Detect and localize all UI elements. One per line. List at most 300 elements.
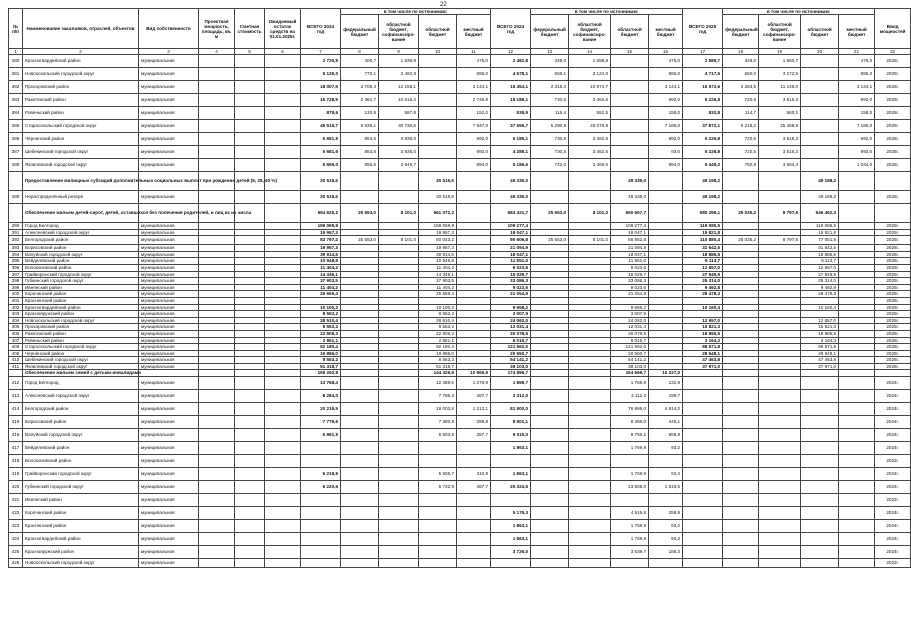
table-cell [531, 344, 569, 351]
table-row [9, 520, 911, 533]
table-cell: 9 492,8 [801, 284, 839, 291]
object-name: Вейделевский район [23, 442, 139, 455]
table-row [9, 330, 911, 337]
table-cell [199, 481, 235, 494]
table-cell: 12 657,0 [801, 264, 839, 271]
table-cell [649, 291, 683, 298]
table-cell [199, 390, 235, 403]
table-cell: 25 314,0 [801, 278, 839, 285]
table-cell: 398,8 [457, 416, 491, 429]
table-cell [379, 297, 419, 304]
table-cell: 5 961,5 [301, 429, 341, 442]
table-cell: 853,6 [341, 133, 379, 146]
table-cell [723, 390, 759, 403]
table-cell [341, 370, 379, 377]
col-year-header: Ввод мощностей [875, 9, 911, 49]
table-cell: 3 144,1 [839, 81, 875, 94]
object-name: Обеспечение жильем детей-сирот, детей, оставшихся без попечения родителей, и лиц из их числа [23, 204, 139, 223]
table-cell [199, 416, 235, 429]
ownership-type: муниципальная [139, 191, 199, 204]
table-cell: 835,9 [491, 107, 531, 120]
table-cell: 92,0 [649, 146, 683, 159]
table-cell [759, 442, 801, 455]
table-cell [801, 120, 839, 133]
table-cell [457, 297, 491, 304]
table-cell: 9 023,6 [611, 284, 649, 291]
column-number: 17 [683, 49, 723, 55]
row-number: 398 [9, 278, 23, 285]
table-cell [569, 390, 611, 403]
commission-year: 2025г. [875, 133, 911, 146]
row-number: 406 [9, 330, 23, 337]
object-name: Алексеевский городской округ [23, 390, 139, 403]
table-cell: 186,3 [649, 546, 683, 559]
table-cell [839, 429, 875, 442]
table-cell: 895,0 [457, 68, 491, 81]
commission-year: 2025г. [875, 191, 911, 204]
row-number: 413 [9, 390, 23, 403]
table-cell [341, 291, 379, 298]
table-cell: 15 029,7 [491, 271, 531, 278]
table-cell [839, 324, 875, 331]
object-name: Губкинский городской округ [23, 481, 139, 494]
table-cell: 8 553,2 [419, 324, 457, 331]
table-cell [531, 258, 569, 265]
table-cell [199, 146, 235, 159]
table-cell: 9 492,8 [683, 284, 723, 291]
table-cell [265, 416, 301, 429]
table-cell: 16 454,1 [491, 81, 531, 94]
table-cell: 2 283,5 [723, 81, 759, 94]
commission-year: 2025г. [875, 324, 911, 331]
object-name: Нераспределённый резерв [23, 191, 139, 204]
column-number: 2 [23, 49, 139, 55]
table-cell: 3 124,0 [569, 68, 611, 81]
table-cell: 3 462,6 [569, 94, 611, 107]
table-cell: 9 023,6 [611, 264, 649, 271]
table-cell: 7 779,6 [301, 416, 341, 429]
ownership-type: муниципальная [139, 455, 199, 468]
table-cell: 310,9 [457, 468, 491, 481]
table-cell [265, 390, 301, 403]
table-cell [531, 442, 569, 455]
table-cell [723, 494, 759, 507]
table-cell [491, 455, 531, 468]
table-cell: 1 769,9 [611, 533, 649, 546]
table-cell: 18 985,5 [801, 330, 839, 337]
table-row [9, 236, 911, 245]
table-cell: 28 478,3 [683, 291, 723, 298]
table-cell [649, 223, 683, 230]
table-cell [235, 223, 265, 230]
row-number: 393 [9, 245, 23, 252]
table-cell [649, 251, 683, 258]
ownership-type: муниципальная [139, 229, 199, 236]
table-row [9, 324, 911, 331]
commission-year: 2024г. [875, 546, 911, 559]
table-cell [839, 357, 875, 364]
col-regional-co-header: областной бюджет, софинансиро-вание [759, 15, 801, 49]
table-cell: 10 948,8 [301, 258, 341, 265]
table-cell [531, 468, 569, 481]
object-name: Вейделевский район [23, 258, 139, 265]
table-cell [723, 278, 759, 285]
table-cell: 88 571,8 [683, 344, 723, 351]
table-cell [723, 350, 759, 357]
table-cell [569, 258, 611, 265]
ownership-type: муниципальная [139, 120, 199, 133]
table-cell: 6 220,6 [301, 481, 341, 494]
table-cell: 31 642,5 [683, 245, 723, 252]
table-cell [531, 172, 569, 191]
table-cell: 24 062,0 [491, 317, 531, 324]
table-cell: 8 101,0 [569, 204, 611, 223]
table-cell [199, 370, 235, 377]
table-cell [199, 344, 235, 351]
ownership-type: муниципальная [139, 442, 199, 455]
table-cell: 3 172,5 [759, 68, 801, 81]
table-cell [801, 297, 839, 304]
object-name: Борисовский район [23, 245, 139, 252]
object-name: Корочанский район [23, 291, 139, 298]
table-row [9, 251, 911, 258]
table-cell [235, 81, 265, 94]
table-cell [457, 229, 491, 236]
col-ownership-header: Вид собственности [139, 9, 199, 49]
table-row [9, 304, 911, 311]
table-cell [379, 278, 419, 285]
table-cell [491, 559, 531, 568]
table-cell [839, 546, 875, 559]
table-cell [341, 507, 379, 520]
table-cell: 8 553,2 [301, 357, 341, 364]
table-row [9, 377, 911, 390]
ownership-type: муниципальная [139, 468, 199, 481]
table-cell [235, 344, 265, 351]
table-cell [723, 245, 759, 252]
table-cell [839, 284, 875, 291]
table-cell: 3 664,4 [759, 159, 801, 172]
table-cell [531, 317, 569, 324]
table-cell [683, 494, 723, 507]
table-row [9, 494, 911, 507]
table-cell [419, 494, 457, 507]
table-cell: 110 880,4 [683, 236, 723, 245]
row-number: 409 [9, 350, 23, 357]
table-cell [379, 251, 419, 258]
table-cell [265, 370, 301, 377]
table-cell: 21 054,9 [491, 291, 531, 298]
table-cell: 878,6 [301, 107, 341, 120]
table-cell [801, 377, 839, 390]
table-cell [199, 533, 235, 546]
table-cell [235, 377, 265, 390]
table-cell: 3 144,1 [457, 81, 491, 94]
table-cell: 720,5 [723, 146, 759, 159]
table-cell [839, 297, 875, 304]
ownership-type: муниципальная [139, 251, 199, 258]
table-cell [235, 494, 265, 507]
row-number: 397 [9, 271, 23, 278]
table-cell: 18 007,6 [301, 81, 341, 94]
table-cell [301, 455, 341, 468]
commission-year: 2025г. [875, 236, 911, 245]
table-cell: 83 797,2 [301, 236, 341, 245]
ownership-type: муниципальная [139, 429, 199, 442]
table-cell: 2 315,3 [531, 81, 569, 94]
table-cell: 3 469,6 [569, 159, 611, 172]
table-cell: 18 047,1 [611, 251, 649, 258]
table-cell [379, 468, 419, 481]
table-cell: 587,8 [379, 107, 419, 120]
object-name: Алексеевский городской округ [23, 229, 139, 236]
commission-year: 2025г. [875, 146, 911, 159]
table-cell: 174 896,7 [491, 370, 531, 377]
table-cell [379, 344, 419, 351]
table-cell [759, 546, 801, 559]
table-cell: 2 482,8 [491, 55, 531, 68]
table-cell: 20 550,7 [611, 350, 649, 357]
table-cell [199, 94, 235, 107]
table-cell [801, 507, 839, 520]
table-cell: 93,2 [649, 520, 683, 533]
table-cell [839, 344, 875, 351]
table-row [9, 94, 911, 107]
ownership-type: муниципальная [139, 377, 199, 390]
table-cell: 3 164,3 [801, 337, 839, 344]
table-cell [199, 337, 235, 344]
col-local-header: местный бюджет [649, 15, 683, 49]
table-cell [839, 223, 875, 230]
table-cell: 25 653,0 [531, 236, 569, 245]
table-cell [235, 297, 265, 304]
table-cell: 8 553,2 [301, 311, 341, 318]
table-cell [457, 264, 491, 271]
table-cell [457, 507, 491, 520]
table-cell [235, 350, 265, 357]
ownership-type: муниципальная [139, 363, 199, 370]
table-cell: 12 031,4 [491, 324, 531, 331]
commission-year: 2024г. [875, 507, 911, 520]
table-cell: 487,7 [457, 390, 491, 403]
table-cell [235, 278, 265, 285]
table-cell [341, 311, 379, 318]
table-cell [759, 559, 801, 568]
table-row [9, 223, 911, 230]
table-cell [379, 546, 419, 559]
table-cell: 15 821,3 [801, 324, 839, 331]
table-cell: 3 144,1 [649, 81, 683, 94]
table-cell [419, 68, 457, 81]
table-cell [801, 455, 839, 468]
table-row [9, 264, 911, 271]
commission-year: 2024г. [875, 533, 911, 546]
table-cell: 7 185,0 [649, 120, 683, 133]
table-cell: 15 821,3 [683, 324, 723, 331]
object-name: Яковлевский городской округ [23, 159, 139, 172]
table-row [9, 429, 911, 442]
table-cell: 2 851,1 [419, 337, 457, 344]
column-number: 20 [801, 49, 839, 55]
table-cell [235, 133, 265, 146]
col-capacity-header: Проектная мощность, площадь, кв. м [199, 9, 235, 49]
object-name: Белгородский район [23, 403, 139, 416]
ownership-type: муниципальная [139, 258, 199, 265]
table-cell [531, 223, 569, 230]
table-cell [683, 520, 723, 533]
table-cell: 158,0 [649, 107, 683, 120]
table-cell [723, 442, 759, 455]
row-number: 396 [9, 264, 23, 271]
table-cell [649, 350, 683, 357]
table-cell: 1 769,9 [611, 468, 649, 481]
table-cell [419, 107, 457, 120]
table-cell [723, 357, 759, 364]
row-number: 408 [9, 344, 23, 351]
table-cell [759, 337, 801, 344]
table-cell [341, 416, 379, 429]
ownership-type: муниципальная [139, 520, 199, 533]
table-cell: 1 863,1 [491, 468, 531, 481]
table-cell [531, 350, 569, 357]
table-cell: 730,5 [531, 94, 569, 107]
table-cell: 895,0 [839, 68, 875, 81]
table-cell [611, 107, 649, 120]
table-cell: 1 683,7 [759, 55, 801, 68]
table-cell [301, 494, 341, 507]
table-row [9, 559, 911, 568]
row-number: 420 [9, 481, 23, 494]
table-cell [683, 429, 723, 442]
ownership-type: муниципальная [139, 68, 199, 81]
column-number: 12 [491, 49, 531, 55]
table-cell [611, 81, 649, 94]
table-row [9, 81, 911, 94]
table-cell: 19 957,3 [301, 229, 341, 236]
table-cell: 132,9 [649, 377, 683, 390]
table-cell: 49 198,2 [683, 172, 723, 191]
column-number: 8 [341, 49, 379, 55]
object-name: Губкинский городской округ [23, 278, 139, 285]
table-cell: 18 047,1 [491, 229, 531, 236]
table-row [9, 416, 911, 429]
object-name: Грайворонский городской округ [23, 468, 139, 481]
table-cell [379, 390, 419, 403]
table-cell [235, 390, 265, 403]
table-cell [801, 370, 839, 377]
table-cell: 3 007,9 [611, 311, 649, 318]
table-cell [569, 559, 611, 568]
table-cell [199, 507, 235, 520]
table-cell [265, 68, 301, 81]
table-cell: 855,6 [341, 159, 379, 172]
table-cell: 15 029,7 [611, 271, 649, 278]
table-cell [839, 317, 875, 324]
table-cell: 8 756,1 [611, 429, 649, 442]
table-cell [379, 330, 419, 337]
table-cell: 37 971,0 [683, 363, 723, 370]
table-cell [531, 271, 569, 278]
commission-year: 2022г. [875, 455, 911, 468]
table-cell [419, 546, 457, 559]
table-cell: 475,0 [839, 55, 875, 68]
table-cell: 1 658,8 [569, 55, 611, 68]
table-cell [379, 350, 419, 357]
table-cell: 5 290,9 [531, 120, 569, 133]
table-cell [759, 350, 801, 357]
table-cell [457, 236, 491, 245]
table-cell [199, 520, 235, 533]
table-cell [457, 546, 491, 559]
object-name: Ровеньский район [23, 107, 139, 120]
table-row [9, 191, 911, 204]
table-cell: 11 404,2 [301, 264, 341, 271]
table-cell [199, 297, 235, 304]
table-cell [235, 236, 265, 245]
table-row [9, 284, 911, 291]
col-remainder-header: Ожидаемый остаток средств на 01.01.2025г. [265, 9, 301, 49]
ownership-type: муниципальная [139, 55, 199, 68]
table-cell [801, 494, 839, 507]
table-cell: 25 659,4 [301, 291, 341, 298]
commission-year: 2024г. [875, 429, 911, 442]
commission-year [875, 172, 911, 191]
table-cell [649, 317, 683, 324]
table-cell: 159 069,9 [301, 223, 341, 230]
table-cell [265, 133, 301, 146]
table-cell [341, 297, 379, 304]
table-cell [649, 304, 683, 311]
table-cell [199, 317, 235, 324]
column-number: 22 [875, 49, 911, 55]
table-row [9, 357, 911, 364]
table-cell [839, 330, 875, 337]
row-number: 421 [9, 494, 23, 507]
table-cell: 25 659,4 [419, 291, 457, 298]
table-cell [569, 317, 611, 324]
table-cell [265, 223, 301, 230]
table-cell [531, 284, 569, 291]
table-cell [379, 229, 419, 236]
table-cell [649, 559, 683, 568]
table-cell: 4 914,0 [649, 403, 683, 416]
object-name: Чернянский район [23, 133, 139, 146]
table-cell: 21 054,9 [611, 291, 649, 298]
row-number: 417 [9, 442, 23, 455]
table-cell: 12 657,0 [801, 317, 839, 324]
table-cell [569, 337, 611, 344]
table-row [9, 344, 911, 351]
table-cell [759, 324, 801, 331]
table-cell [531, 546, 569, 559]
table-cell: 3 164,3 [683, 337, 723, 344]
table-cell: 37 971,0 [801, 363, 839, 370]
ownership-type: муниципальная [139, 344, 199, 351]
table-cell [759, 291, 801, 298]
table-cell: 21 094,9 [611, 245, 649, 252]
table-cell: 119 085,5 [801, 223, 839, 230]
table-cell: 28 510,4 [301, 317, 341, 324]
table-cell [301, 507, 341, 520]
table-cell [235, 468, 265, 481]
object-name: Новооскольский городской округ [23, 317, 139, 324]
table-cell [839, 559, 875, 568]
table-cell [759, 223, 801, 230]
table-cell [759, 370, 801, 377]
table-cell [457, 278, 491, 285]
table-cell: 560,1 [759, 107, 801, 120]
table-cell [839, 337, 875, 344]
